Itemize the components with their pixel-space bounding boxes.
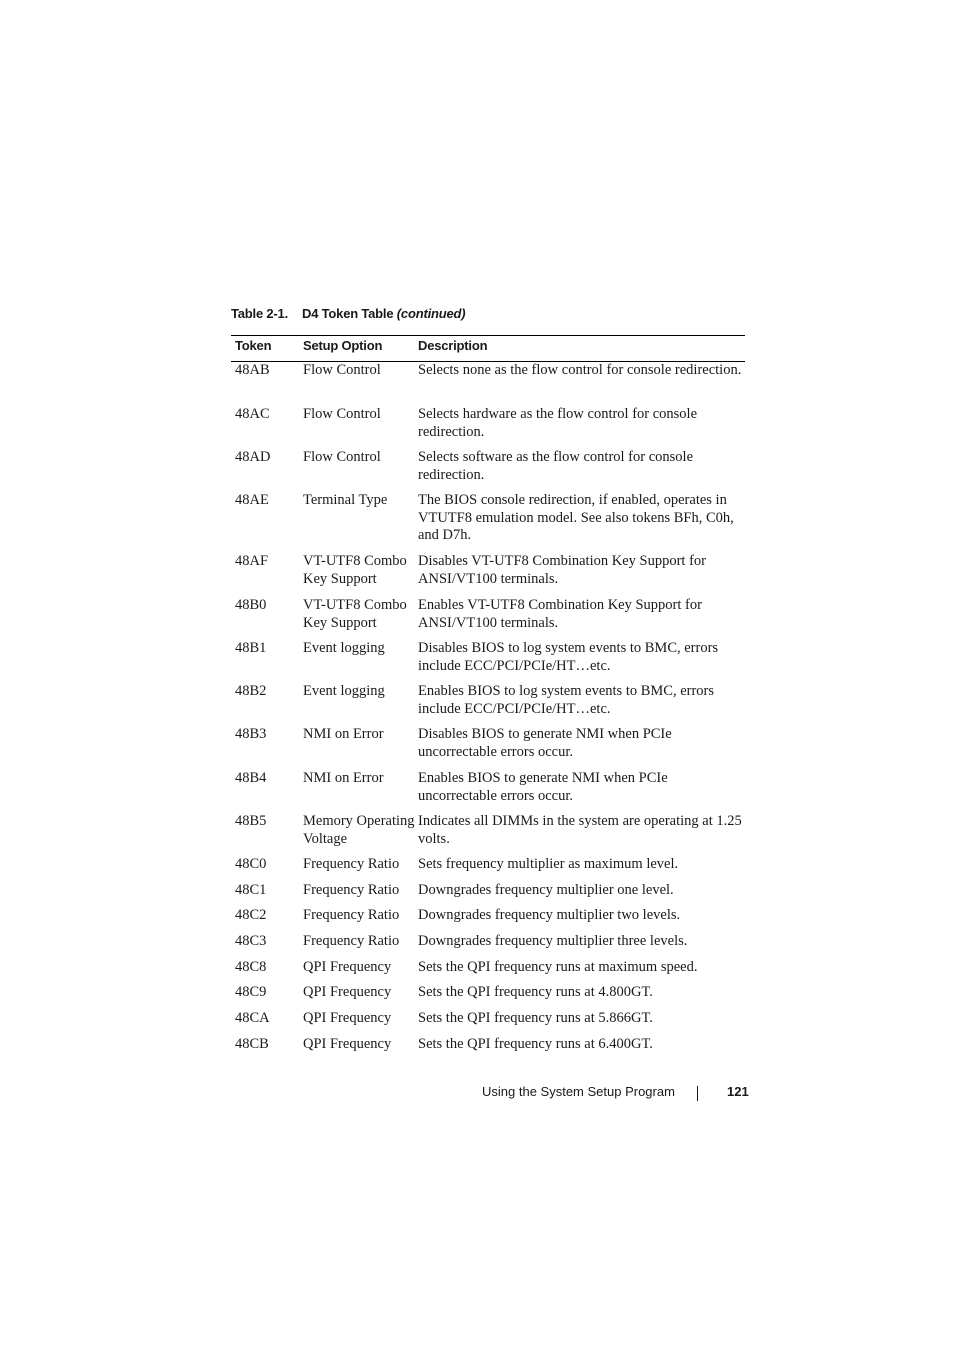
description-cell: Downgrades frequency multiplier three levels.	[418, 933, 688, 949]
setup-option-cell: Frequency Ratio	[303, 882, 400, 898]
setup-option-cell: Flow Control	[303, 449, 381, 465]
setup-option-cell: VT-UTF8 Combo Key Support	[303, 597, 407, 631]
token-cell: 48C0	[235, 856, 267, 872]
token-cell: 48B3	[235, 726, 267, 742]
token-cell: 48B2	[235, 683, 267, 699]
description-cell: Downgrades frequency multiplier two levels.	[418, 907, 681, 923]
setup-option-cell: Flow Control	[303, 362, 381, 378]
header-description: Description	[418, 338, 488, 353]
token-cell: 48AF	[235, 553, 269, 569]
token-cell: 48CA	[235, 1010, 270, 1026]
token-cell: 48C9	[235, 984, 267, 1000]
page-number: 121	[727, 1084, 749, 1099]
table-caption-number: Table 2-1.	[231, 306, 289, 321]
token-cell: 48B5	[235, 813, 267, 829]
token-cell: 48C2	[235, 907, 267, 923]
token-cell: 48CB	[235, 1036, 269, 1052]
description-cell: Enables BIOS to log system events to BMC, errors include ECC/PCI/PCIe/HT…etc.	[418, 683, 715, 717]
description-cell: Sets the QPI frequency runs at 4.800GT.	[418, 984, 653, 1000]
setup-option-cell: Memory Operating Voltage	[303, 813, 415, 847]
setup-option-cell: Event logging	[303, 683, 385, 699]
setup-option-cell: Event logging	[303, 640, 385, 656]
footer-separator	[697, 1086, 698, 1101]
description-cell: Sets the QPI frequency runs at 6.400GT.	[418, 1036, 653, 1052]
setup-option-cell: Frequency Ratio	[303, 907, 400, 923]
token-cell: 48B0	[235, 597, 267, 613]
setup-option-cell: QPI Frequency	[303, 959, 392, 975]
setup-option-cell: NMI on Error	[303, 726, 384, 742]
description-cell: Selects hardware as the flow control for console redirection.	[418, 406, 698, 440]
setup-option-cell: QPI Frequency	[303, 1010, 392, 1026]
description-cell: Sets frequency multiplier as maximum level.	[418, 856, 679, 872]
token-cell: 48C8	[235, 959, 267, 975]
description-cell: Disables VT-UTF8 Combination Key Support for ANSI/VT100 terminals.	[418, 553, 706, 587]
setup-option-cell: Frequency Ratio	[303, 933, 400, 949]
token-cell: 48C1	[235, 882, 267, 898]
description-cell: Indicates all DIMMs in the system are operating at 1.25 volts.	[418, 813, 742, 847]
description-cell: The BIOS console redirection, if enabled, operates in VTUTF8 emulation model. See also tokens BFh, C0h, and D7h.	[418, 492, 734, 543]
setup-option-cell: NMI on Error	[303, 770, 384, 786]
token-cell: 48C3	[235, 933, 267, 949]
setup-option-cell: VT-UTF8 Combo Key Support	[303, 553, 407, 587]
table-caption-continued: (continued)	[396, 306, 466, 321]
setup-option-cell: Frequency Ratio	[303, 856, 400, 872]
description-cell: Sets the QPI frequency runs at maximum speed.	[418, 959, 698, 975]
setup-option-cell: Terminal Type	[303, 492, 388, 508]
description-cell: Disables BIOS to generate NMI when PCIe uncorrectable errors occur.	[418, 726, 672, 760]
description-cell: Sets the QPI frequency runs at 5.866GT.	[418, 1010, 653, 1026]
description-cell: Enables VT-UTF8 Combination Key Support for ANSI/VT100 terminals.	[418, 597, 702, 631]
description-cell: Disables BIOS to log system events to BMC, errors include ECC/PCI/PCIe/HT…etc.	[418, 640, 719, 674]
description-cell: Downgrades frequency multiplier one level.	[418, 882, 674, 898]
table-caption-title: D4 Token Table	[302, 306, 394, 321]
description-cell: Enables BIOS to generate NMI when PCIe uncorrectable errors occur.	[418, 770, 668, 804]
token-cell: 48AC	[235, 406, 270, 422]
token-cell: 48B4	[235, 770, 267, 786]
token-cell: 48AB	[235, 362, 270, 378]
footer-section-title: Using the System Setup Program	[482, 1084, 675, 1099]
description-cell: Selects software as the flow control for console redirection.	[418, 449, 694, 483]
header-setup-option: Setup Option	[303, 338, 383, 353]
header-token: Token	[235, 338, 272, 353]
setup-option-cell: Flow Control	[303, 406, 381, 422]
description-cell: Selects none as the flow control for console redirection.	[418, 362, 742, 378]
token-cell: 48AE	[235, 492, 269, 508]
setup-option-cell: QPI Frequency	[303, 1036, 392, 1052]
token-cell: 48AD	[235, 449, 271, 465]
setup-option-cell: QPI Frequency	[303, 984, 392, 1000]
token-cell: 48B1	[235, 640, 267, 656]
